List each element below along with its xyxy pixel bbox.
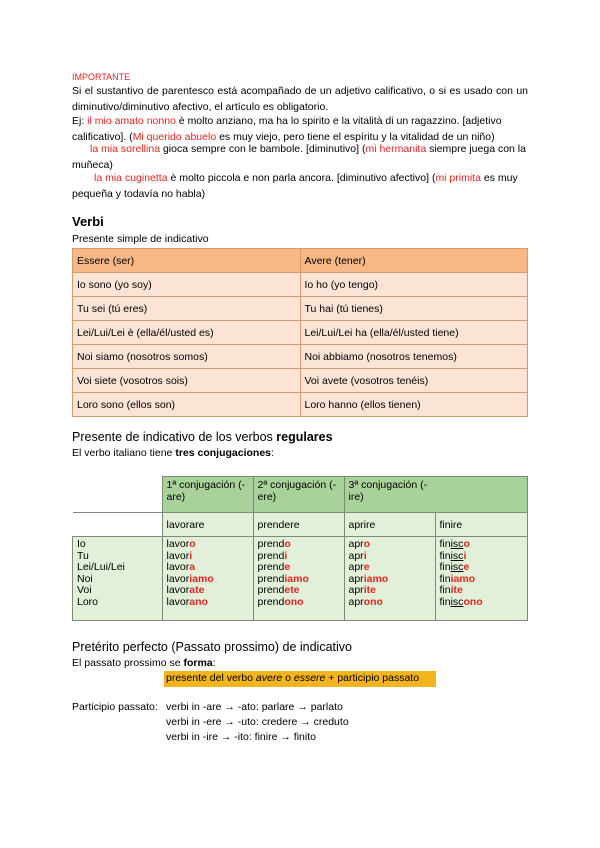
table-cell: Tu sei (tú eres) [73, 297, 301, 321]
perfecto-title: Pretérito perfecto (Passato prossimo) de indicativo [72, 640, 352, 654]
table-cell: Voi avete (vosotros tenéis) [300, 369, 528, 393]
table-cell: Tu hai (tú tienes) [300, 297, 528, 321]
table-row [73, 273, 528, 297]
important-label: IMPORTANTE [72, 72, 131, 82]
verbi-subtitle: Presente simple de indicativo [72, 233, 209, 245]
formula-highlight: presente del verbo avere o essere + participio passato [164, 671, 436, 687]
table-cell: Lei/Lui/Lei è (ella/él/usted es) [73, 321, 301, 345]
conj-3-header: 3ª conjugación (-ire) [344, 477, 528, 513]
verb-finire: finire [435, 513, 528, 537]
participio-label: Participio passato: [72, 701, 158, 713]
table-cell: Noi abbiamo (nosotros tenemos) [300, 345, 528, 369]
prendere-forms: prendo prendi prende prendiamo prendete prendono [253, 537, 344, 621]
table-row [73, 369, 528, 393]
important-rule: Si el sustantivo de parentesco está acompañado de un adjetivo calificativo, o si es usado con un diminutivo/diminutivo afectivo, el artículo es obligatorio. [72, 85, 528, 113]
table-cell: Essere (ser) [73, 249, 301, 273]
table-cell: Lei/Lui/Lei ha (ella/él/usted tiene) [300, 321, 528, 345]
table-cell: Loro hanno (ellos tienen) [300, 393, 528, 417]
verb-prendere: prendere [253, 513, 344, 537]
pronouns-cell: Io Tu Lei/Lui/Lei Noi Voi Loro [73, 537, 163, 621]
lavorare-forms: lavoro lavori lavora lavoriamo lavorate lavorano [162, 537, 253, 621]
regulares-subtitle: El verbo italiano tiene tres conjugaciones: [72, 447, 274, 459]
example-1: Ej: il mio amato nonno è molto anziano, ma ha lo spirito e la vitalità di un ragazzino. [adjetivo calificativo]. (Mi querido abuelo es muy viejo, pero tiene el espíritu y la vitalidad de un niño) [72, 115, 502, 143]
empty-cell [73, 477, 163, 513]
conj-1-header: 1ª conjugación (-are) [162, 477, 253, 513]
empty-cell [73, 513, 163, 537]
conj-2-header: 2ª conjugación (-ere) [253, 477, 344, 513]
regulares-title: Presente de indicativo de los verbos regulares [72, 430, 333, 444]
participio-line-2: verbi in -ere → -uto: credere → creduto [166, 716, 349, 728]
example-2: la mia sorellina gioca sempre con le bambole. [diminutivo] (mi hermanita siempre juega con la muñeca) [72, 143, 526, 171]
table-row [73, 345, 528, 369]
table-row [73, 297, 528, 321]
participio-line-3: verbi in -ire → -ito: finire → finito [166, 731, 316, 743]
table-cell: Noi siamo (nosotros somos) [73, 345, 301, 369]
verbi-title: Verbi [72, 214, 104, 229]
table-cell: Voi siete (vosotros sois) [73, 369, 301, 393]
table-cell: Io sono (yo soy) [73, 273, 301, 297]
verb-lavorare: lavorare [162, 513, 253, 537]
table-cell: Avere (tener) [300, 249, 528, 273]
verb-aprire: aprire [344, 513, 435, 537]
aprire-forms: apro apri apre apriamo aprite aprono [344, 537, 435, 621]
finire-forms: finisco finisci finisce finiamo finite finiscono [435, 537, 528, 621]
table-row [73, 393, 528, 417]
example-3: la mia cuginetta è molto piccola e non parla ancora. [diminutivo afectivo] (mi primita es muy pequeña y todavía no habla) [72, 172, 518, 200]
table-row [73, 321, 528, 345]
table-cell: Loro sono (ellos son) [73, 393, 301, 417]
perfecto-subtitle: El passato prossimo se forma: [72, 657, 216, 669]
table-cell: Io ho (yo tengo) [300, 273, 528, 297]
essere-avere-table [72, 248, 528, 417]
participio-line-1: verbi in -are → -ato: parlare → parlato [166, 701, 343, 713]
conjugation-table [72, 476, 528, 621]
table-header-row [73, 249, 528, 273]
